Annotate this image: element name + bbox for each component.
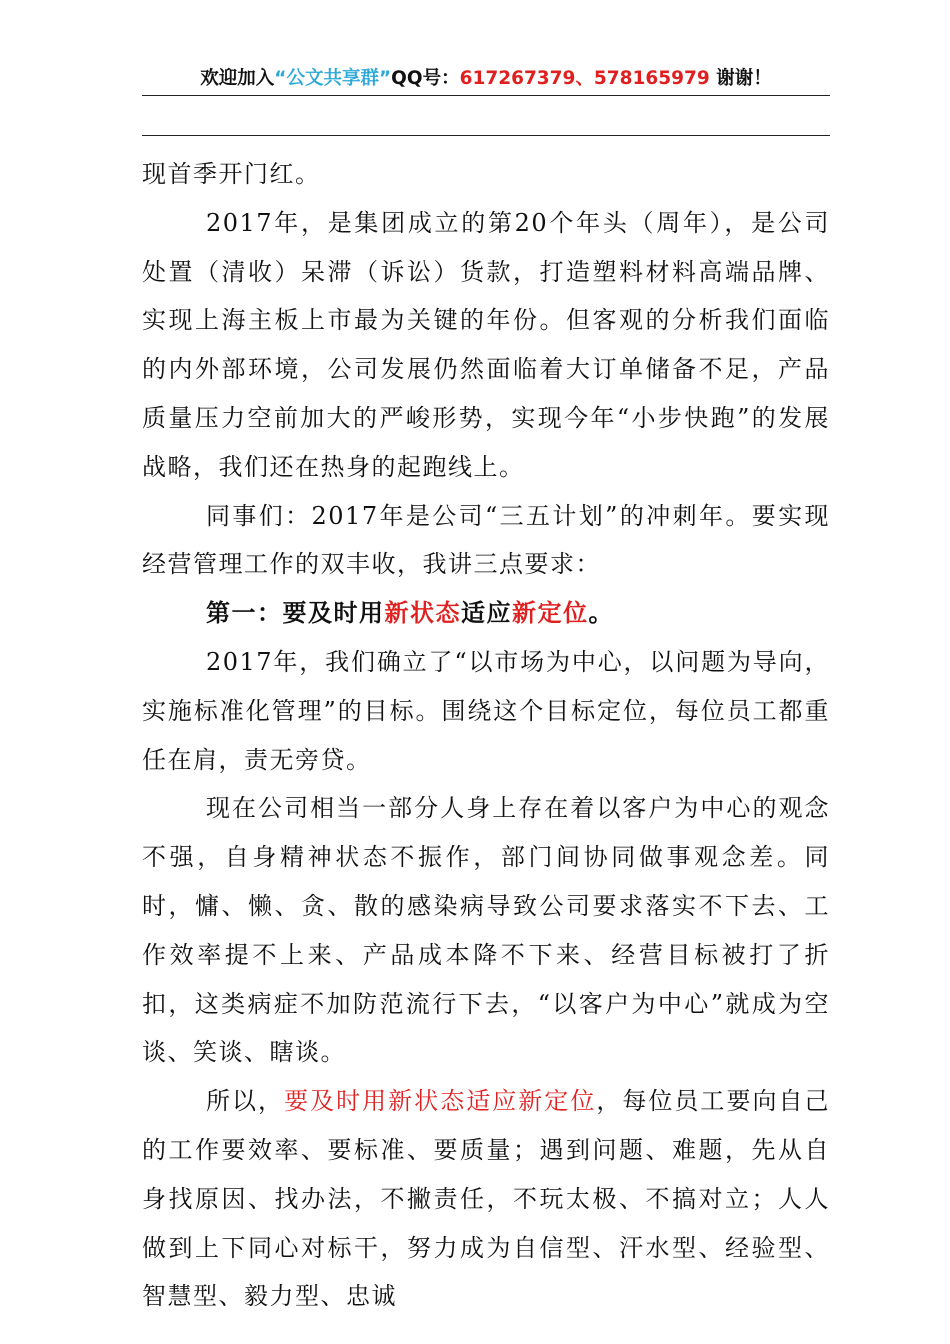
header-qq-numbers: 617267379、578165979 [459, 68, 710, 89]
header-prefix: 欢迎加入 [200, 68, 275, 89]
paragraph-problems: 现在公司相当一部分人身上存在着以客户为中心的观念不强，自身精神状态不振作，部门间协同做事观念差。同时，慵、懒、贪、散的感染病导致公司要求落实不下去、工作效率提不上来、产品成本降不下来、经营目标被打了折扣，这类病症不加防范流行下去，“以客户为中心”就成为空谈、笑谈、瞎谈。 [142, 794, 830, 1067]
paragraph-therefore [142, 1077, 830, 1321]
therefore-part-c: ，每位员工要向自己的工作要效率、要标准、要质量；遇到问题、难题，先从自身找原因、找办法，不撇责任，不玩太极、不搞对立；人人做到上下同心对标干，努力成为自信型、汗水型、经验型、智慧型、毅力型、忠诚 [142, 1087, 831, 1311]
heading-part-e: 。 [588, 599, 614, 628]
header-qq-label: QQ号： [391, 68, 460, 89]
header-suffix: 谢谢！ [709, 68, 772, 89]
paragraph-2017-overview: 2017年，是集团成立的第20个年头（周年），是公司处置（清收）呆滞（诉讼）货款，打造塑料材料高端品牌、实现上海主板上市最为关键的年份。但客观的分析我们面临的内外部环境，公司发展仍然面临着大订单储备不足，产品质量压力空前加大的严峻形势，实现今年“小步快跑”的发展战略，我们还在热身的起跑线上。 [142, 208, 830, 481]
therefore-part-a: 所以， [206, 1087, 285, 1116]
page-header [142, 66, 830, 92]
heading-part-a: 第一：要及时用 [206, 599, 385, 628]
section-heading-1 [142, 589, 830, 638]
content-top-rule [142, 135, 830, 136]
header-rule [142, 95, 830, 96]
therefore-highlight: 要及时用新状态适应新定位 [284, 1087, 597, 1116]
heading-part-c: 适应 [461, 599, 512, 628]
heading-highlight-new-state: 新状态 [384, 599, 461, 628]
document-body [142, 150, 830, 1321]
paragraph-goals: 2017年，我们确立了“以市场为中心，以问题为导向，实施标准化管理”的目标。围绕这个目标定位，每位员工都重任在肩，责无旁贷。 [142, 647, 830, 774]
header-group-name: “公文共享群” [274, 68, 392, 89]
paragraph-continuation: 现首季开门红。 [142, 160, 321, 188]
paragraph-colleagues: 同事们：2017年是公司“三五计划”的冲刺年。要实现经营管理工作的双丰收，我讲三点要求： [142, 501, 830, 579]
heading-highlight-new-position: 新定位 [512, 599, 589, 628]
